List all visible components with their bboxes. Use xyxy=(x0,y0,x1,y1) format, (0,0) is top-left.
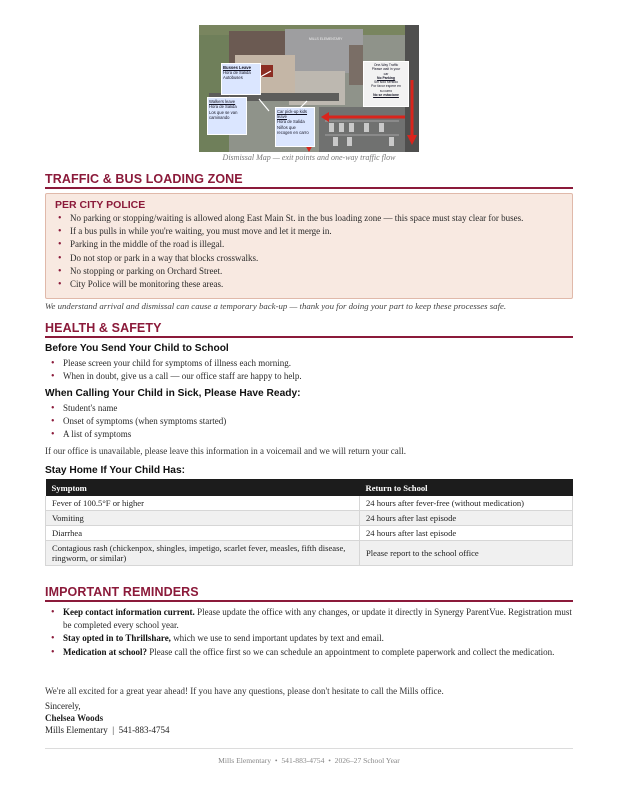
signer-name: Chelsea Woods xyxy=(45,713,104,723)
before-title: Before You Send Your Child to School xyxy=(45,343,229,354)
list-item: • Do not stop or park in a way that blocks crosswalks. xyxy=(52,252,564,265)
list-item: • No parking or stopping/waiting is allowed along East Main St. in the bus loading zone — this space must stay clear for buses. xyxy=(52,212,564,225)
table-cell: Vomiting xyxy=(46,511,360,526)
map-label-walkers: Walkers leave Hora de Salida Los que se van caminando xyxy=(207,97,247,135)
table-row xyxy=(46,526,573,541)
building-sign: MILLS ELEMENTARY xyxy=(309,37,343,41)
sick-title: When Calling Your Child in Sick, Please Have Ready: xyxy=(45,388,301,399)
table-header-row xyxy=(46,479,573,496)
table-row xyxy=(46,541,573,566)
signer-contact: Mills Elementary | 541-883-4754 xyxy=(45,725,170,735)
list-item: • Onset of symptoms (when symptoms started) xyxy=(45,415,573,428)
health-rule xyxy=(45,336,573,338)
list-item: • Stay opted in to Thrillshare, which we use to send important updates by text and email. xyxy=(45,632,573,645)
reminders-list xyxy=(45,606,573,659)
table-row xyxy=(46,511,573,526)
table-cell: Please report to the school office xyxy=(360,541,573,566)
symptom-table xyxy=(45,479,573,566)
list-item: • City Police will be monitoring these areas. xyxy=(52,278,564,291)
list-item: • Medication at school? Please call the office first so we can schedule an appointment to complete paperwork and collect the medication. xyxy=(45,646,573,659)
table-cell: 24 hours after last episode xyxy=(360,511,573,526)
closing-message: We're all excited for a great year ahead! If you have any questions, please don't hesitate to call the Mills office. xyxy=(45,686,444,696)
list-item: • Keep contact information current. Please update the office with any changes, or update it directly in Synergy ParentVue. Registration must be completed every school year. xyxy=(45,606,573,632)
traffic-note: We understand arrival and dismissal can cause a temporary back-up — thank you for doing your part to keep these processes safe. xyxy=(45,301,507,311)
police-notice-box xyxy=(45,193,573,299)
map-label-busses: Busses Leave Hora de Salida Autobuses xyxy=(221,63,261,95)
sick-list xyxy=(45,402,573,442)
police-box-title: PER CITY POLICE xyxy=(55,199,146,211)
stayhome-title: Stay Home If Your Child Has: xyxy=(45,465,186,476)
col-return: Return to School xyxy=(360,479,573,496)
police-rules-list xyxy=(52,212,564,291)
list-item: • No stopping or parking on Orchard Street. xyxy=(52,265,564,278)
table-row xyxy=(46,496,573,511)
health-heading: HEALTH & SAFETY xyxy=(45,321,162,335)
list-item: • A list of symptoms xyxy=(45,428,573,441)
reminders-heading: IMPORTANT REMINDERS xyxy=(45,585,199,599)
before-list xyxy=(45,357,573,383)
traffic-rule xyxy=(45,187,573,189)
list-item: • Student's name xyxy=(45,402,573,415)
list-item: • Please screen your child for symptoms of illness each morning. xyxy=(45,357,573,370)
reminders-rule xyxy=(45,600,573,602)
list-item: • Parking in the middle of the road is illegal. xyxy=(52,238,564,251)
table-cell: Fever of 100.5°F or higher xyxy=(46,496,360,511)
sincerely: Sincerely, xyxy=(45,701,81,711)
dismissal-map xyxy=(199,25,419,152)
table-cell: 24 hours after last episode xyxy=(360,526,573,541)
map-label-carpickup: Car pick-up kids leave Hora de Salida Niños que recogen en carro xyxy=(275,107,315,147)
map-label-oneway: One-Way Traffic Please wait in your car No Parking Sin solo sentido Por favor espere en su carro No se estacione xyxy=(363,61,409,107)
table-cell: 24 hours after fever-free (without medication) xyxy=(360,496,573,511)
footer-rule xyxy=(45,748,573,749)
list-item: • If a bus pulls in while you're waiting, you must move and let it merge in. xyxy=(52,225,564,238)
list-item: • When in doubt, give us a call — our office staff are happy to help. xyxy=(45,370,573,383)
traffic-heading: TRAFFIC & BUS LOADING ZONE xyxy=(45,172,243,186)
table-cell: Contagious rash (chickenpox, shingles, impetigo, scarlet fever, measles, fifth disease, ringworm, or similar) xyxy=(46,541,360,566)
col-symptom: Symptom xyxy=(46,479,360,496)
voicemail-note: If our office is unavailable, please leave this information in a voicemail and we will return your call. xyxy=(45,446,406,456)
table-cell: Diarrhea xyxy=(46,526,360,541)
page-footer: Mills Elementary • 541-883-4754 • 2026–27 School Year xyxy=(218,756,400,765)
map-caption: Dismissal Map — exit points and one-way traffic flow xyxy=(222,153,396,162)
